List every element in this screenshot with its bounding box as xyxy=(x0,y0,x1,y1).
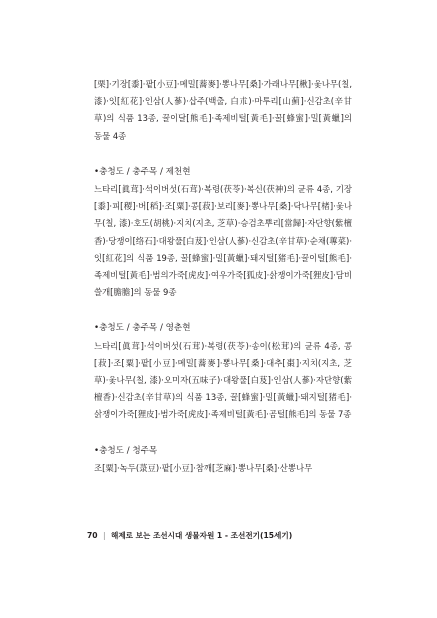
footer-separator: | xyxy=(103,531,106,540)
section-body: 조[粟]·녹두(菉豆)·팥[小豆]·참깨[芝麻]·뽕나무[桑]·산뽕나무 xyxy=(94,462,313,473)
section-body: 느타리[眞茸]·석이버섯(石茸)·복령(茯苓)·송이(松茸)의 균류 4종, 콩[菽]·조[粟]·팥[小豆]·메밀[蕎麥]·뽕나무[桑]·대추[棗]·지치(지초, 芝草)·옻나무(칠, 漆)·오미자(五味子)·대왕풀[白芨]·인삼(人蔘)·자단향(紫檀香)·신감초(辛甘草)의 식품 13종, 꿀[蜂蜜]·밀[黃蠟]·돼지털[猪毛]·삵쟁이가죽[狸皮]·범가죽[虎皮]·족제비털[黃毛]·곰털[熊毛]의 동물 7종 xyxy=(94,340,352,420)
page-number: 70 xyxy=(87,531,98,540)
section-heading: •충청도 / 충주목 / 영춘현 xyxy=(94,323,191,334)
section-heading: •충청도 / 청주목 xyxy=(94,445,158,456)
section-body: [栗]·기장[黍]·팥[小豆]·메밀[蕎麥]·뽕나무[桑]·가래나무[楸]·옻나무(칠, 漆)·잇[紅花]·인삼(人蔘)·삽주(백출, 白朮)·마투리[山薊]·신감초(辛甘草)의 식품 13종, 꿀이달[熊毛]·족제비털[黃毛]·꿀[蜂蜜]·밀[黃蠟]의 동물 4종 xyxy=(94,79,352,141)
book-title: 해제로 보는 조선시대 생물자원 1 - 조선전기(15세기) xyxy=(110,531,293,540)
section-body: 느타리[眞茸]·석이버섯(石茸)·복령(茯苓)·복신(茯神)의 균류 4종, 기장[黍]·피[稷]·버[稻]·조[粟]·콩[菽]·보리[麥]·뽕나무[桑]·닥나무[楮]·옻나무(칠, 漆)·호도(胡桃)·지치(지초, 芝草)·승검초뿌리[當歸]·자단향(紫檀香)·당쟁이[络石]·대왕풀[白芨]·인삼(人蔘)·신감초(辛甘草)·순채(蓴菜)·잇[紅花]의 식품 19종, 꿀[蜂蜜]·밀[黃蠟]·돼지털[猪毛]·꿀이털[熊毛]·족제비털[黃毛]·범의가죽[虎皮]·여우가죽[狐皮]·삵쟁이가죽[狸皮]·담비쓸개[膽膽]의 동물 9종 xyxy=(94,184,352,298)
section-heading: •충청도 / 충주목 / 제천현 xyxy=(94,166,191,177)
page-footer xyxy=(87,531,292,541)
page-content xyxy=(94,76,352,477)
